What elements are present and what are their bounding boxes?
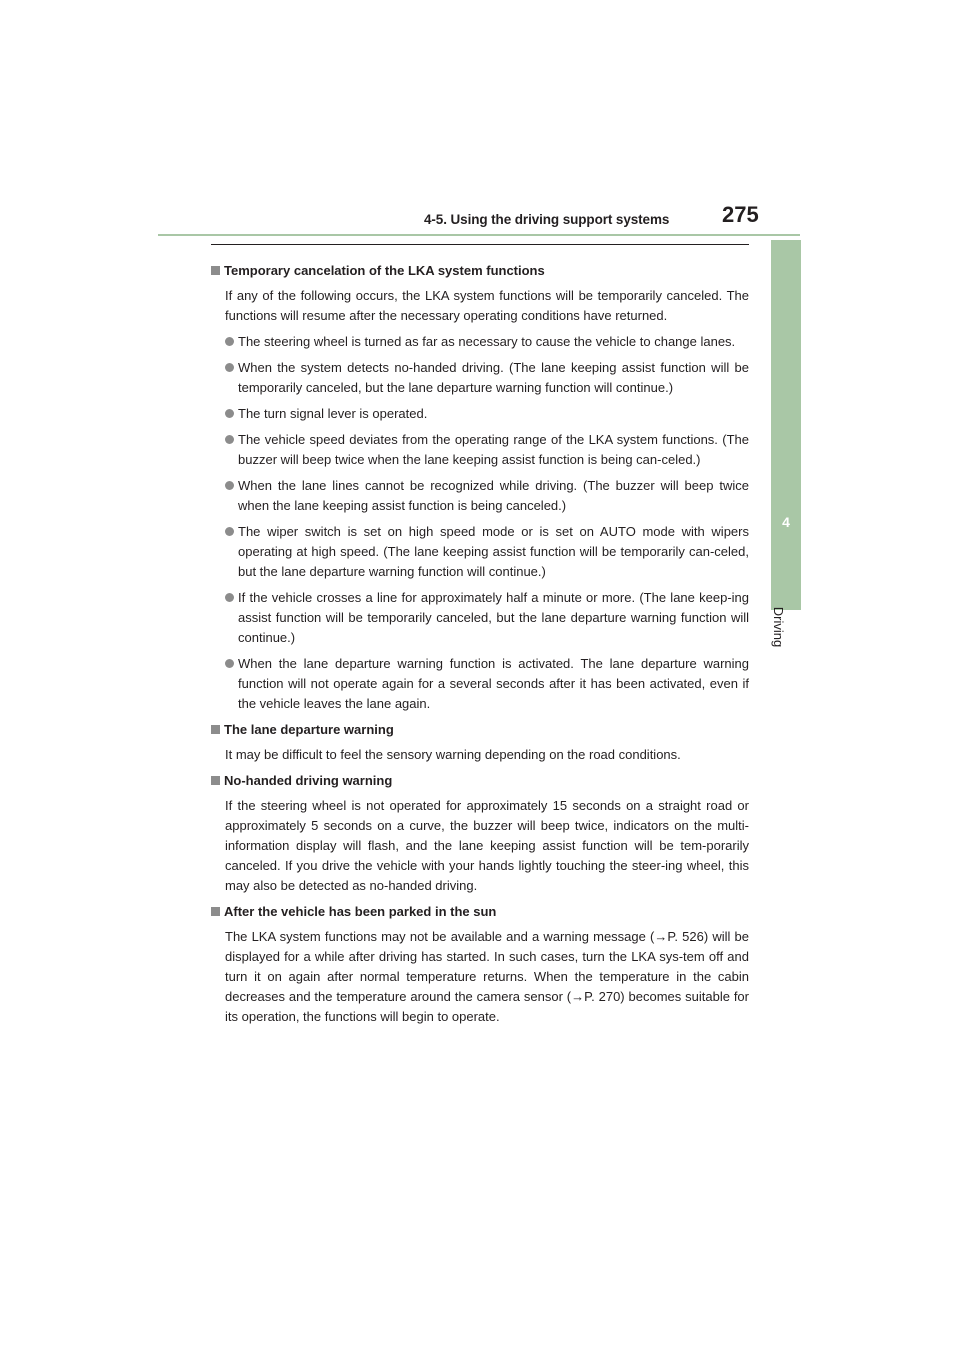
list-item: When the lane departure warning function is activated. The lane departure warning function will not operate again for a several seconds after it has been activated, even if the vehicle leaves the lane again. <box>225 654 749 714</box>
list-item: The vehicle speed deviates from the operating range of the LKA system functions. (The buzzer will beep twice when the lane keeping assist function is being can-celed.) <box>225 430 749 470</box>
circle-bullet-icon <box>225 435 234 444</box>
section-intro: If any of the following occurs, the LKA system functions will be temporarily canceled. The functions will resume after the necessary operating conditions have returned. <box>225 288 749 323</box>
section-temporary-cancelation <box>211 261 749 714</box>
list-item: When the lane lines cannot be recognized while driving. (The buzzer will beep twice when the lane keeping assist function is being canceled.) <box>225 476 749 516</box>
list-item: The wiper switch is set on high speed mode or is set on AUTO mode with wipers operating at high speed. (The lane keeping assist function will be temporarily can-celed, but the lane departure warning function will continue.) <box>225 522 749 582</box>
section-no-handed-driving <box>211 771 749 896</box>
chapter-tab-label: Driving <box>771 606 786 648</box>
section-intro: If the steering wheel is not operated for approximately 15 seconds on a straight road or approximately 5 seconds on a curve, the buzzer will beep twice, indicators on the multi-information display will flash, and the lane keeping assist function will be tem-porarily canceled. If you drive the vehicle with your hands lightly touching the steer-ing wheel, this may also be detected as no-handed driving. <box>225 798 749 893</box>
section-title: The lane departure warning <box>211 720 749 740</box>
page-number: 275 <box>722 202 759 227</box>
list-item: The steering wheel is turned as far as necessary to cause the vehicle to change lanes. <box>225 332 749 352</box>
circle-bullet-icon <box>225 409 234 418</box>
content-rule <box>211 244 749 245</box>
section-title: Temporary cancelation of the LKA system functions <box>211 261 749 281</box>
square-bullet-icon <box>211 266 220 275</box>
section-parked-in-sun <box>211 902 749 1027</box>
chapter-tab-number: 4 <box>782 514 790 530</box>
list-item: The turn signal lever is operated. <box>225 404 749 424</box>
circle-bullet-icon <box>225 593 234 602</box>
section-title: No-handed driving warning <box>211 771 749 791</box>
circle-bullet-icon <box>225 481 234 490</box>
section-intro: It may be difficult to feel the sensory warning depending on the road conditions. <box>225 747 681 762</box>
square-bullet-icon <box>211 907 220 916</box>
header-rule <box>158 234 800 236</box>
section-heading: 4-5. Using the driving support systems <box>424 212 670 227</box>
list-item: If the vehicle crosses a line for approximately half a minute or more. (The lane keep-ing assist function will be temporarily canceled, but the lane departure warning function will continue.) <box>225 588 749 648</box>
section-lane-departure-warning <box>211 720 749 765</box>
square-bullet-icon <box>211 776 220 785</box>
section-intro: The LKA system functions may not be available and a warning message (→P. 526) will be displayed for a while after driving has started. In such cases, turn the LKA sys-tem off and turn it on again after normal temperature returns. When the temperature in the cabin decreases and the temperature around the camera sensor (→P. 270) becomes suitable for its operation, the functions will begin to operate. <box>225 929 749 1024</box>
circle-bullet-icon <box>225 659 234 668</box>
chapter-tab <box>771 240 801 610</box>
page-content <box>211 244 749 1033</box>
list-item: When the system detects no-handed driving. (The lane keeping assist function will be temporarily canceled, but the lane departure warning function will continue.) <box>225 358 749 398</box>
circle-bullet-icon <box>225 337 234 346</box>
page-header <box>0 0 960 240</box>
square-bullet-icon <box>211 725 220 734</box>
circle-bullet-icon <box>225 527 234 536</box>
circle-bullet-icon <box>225 363 234 372</box>
section-title: After the vehicle has been parked in the sun <box>211 902 749 922</box>
